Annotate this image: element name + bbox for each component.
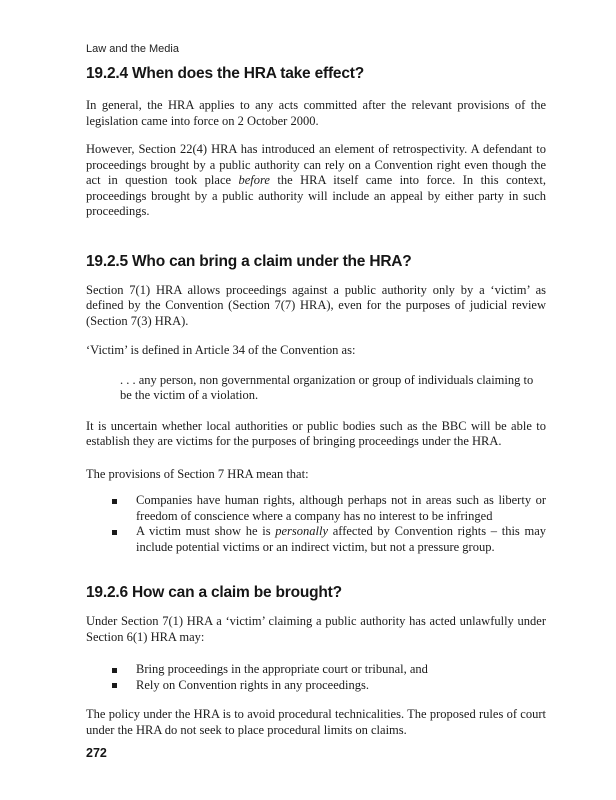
bullet-square-icon — [112, 668, 117, 673]
list-item-text: affected by Convention rights – this may include potential victims or an indirect victim, but not a pressure group. — [136, 524, 546, 554]
paragraph-uncertain-bbc: It is uncertain whether local authorities or public bodies such as the BBC will be able to establish they are victims for the purposes of bringing proceedings under the HRA. — [86, 418, 546, 448]
paragraph-text: However, Section 22(4) HRA has introduced an element of retrospectivity. A defendant to proceedings brought by a public authority can rely on a Convention right even though the act in question took place — [86, 142, 546, 187]
list-item-victim-personally — [86, 524, 546, 555]
list-item-companies — [86, 493, 546, 524]
paragraph-under-section-7: Under Section 7(1) HRA a ‘victim’ claiming a public authority has acted unlawfully under Section 6(1) HRA may: — [86, 614, 546, 644]
paragraph-policy: The policy under the HRA is to avoid procedural technicalities. The proposed rules of court under the HRA do not seek to place procedural limits on claims. — [86, 707, 546, 737]
paragraph-section-7-provisions: The provisions of Section 7 HRA mean that: — [86, 466, 309, 481]
section-heading-19-2-6: 19.2.6 How can a claim be brought? — [86, 584, 342, 601]
bullet-square-icon — [112, 530, 117, 535]
paragraph-text: the HRA itself came into force. In this context, proceedings brought by a public authority will include an appeal by either party in such proceedings. — [86, 173, 546, 218]
section-heading-19-2-4: 19.2.4 When does the HRA take effect? — [86, 65, 364, 82]
paragraph-article-34: ‘Victim’ is defined in Article 34 of the Convention as: — [86, 343, 356, 357]
italic-word-before: before — [238, 173, 270, 187]
page-number: 272 — [86, 746, 107, 760]
paragraph-retrospectivity — [86, 142, 546, 220]
running-header: Law and the Media — [86, 43, 179, 55]
section-heading-19-2-5: 19.2.5 Who can bring a claim under the HRA? — [86, 252, 412, 270]
bullet-list-section-7 — [86, 493, 546, 555]
bullet-square-icon — [112, 499, 117, 504]
list-item-bring-proceedings — [86, 662, 546, 678]
list-item-text: Companies have human rights, although perhaps not in areas such as liberty or freedom of conscience where a company has no interest to be infringed — [136, 493, 546, 523]
paragraph-victim-defined: Section 7(1) HRA allows proceedings against a public authority only by a ‘victim’ as defined by the Convention (Section 7(7) HRA), even for the purposes of judicial review (Section 7(3) HRA). — [86, 282, 546, 328]
paragraph-hra-effect: In general, the HRA applies to any acts committed after the relevant provisions of the legislation came into force on 2 October 2000. — [86, 98, 546, 128]
page-content — [86, 43, 546, 762]
list-item-text: Bring proceedings in the appropriate court or tribunal, and — [136, 662, 428, 676]
block-quote-victim-definition: . . . any person, non governmental organization or group of individuals claiming to be the victim of a violation. — [120, 372, 534, 402]
list-item-rely-convention — [86, 678, 546, 694]
italic-word-personally: personally — [275, 524, 329, 538]
list-item-text: A victim must show he is — [136, 524, 276, 538]
bullet-list-claim-routes — [86, 662, 546, 693]
bullet-square-icon — [112, 683, 117, 688]
list-item-text: Rely on Convention rights in any proceedings. — [136, 677, 369, 692]
